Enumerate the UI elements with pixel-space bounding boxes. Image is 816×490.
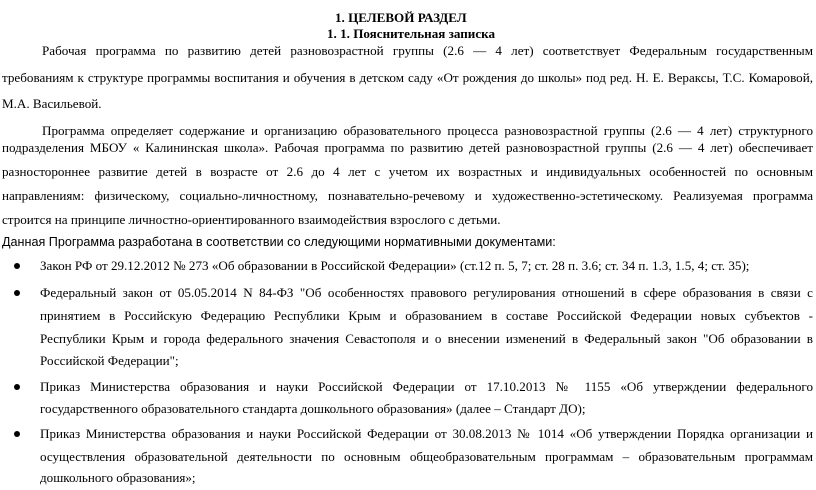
document-item-2-line-2: принятием в Российскую Федерацию Республики Крым и образованием в составе Российской Федерации новых субъектов -: [40, 308, 813, 323]
document-item-4-line-1: Приказ Министерства образования и науки Российской Федерации от 30.08.2013 № 1014 «Об утверждении Порядка организации и: [40, 426, 813, 441]
paragraph1-line-3: М.А. Васильевой.: [2, 96, 102, 111]
paragraph2-line-1: Программа определяет содержание и организацию образовательного процесса разновозрастной группы (2.6 — 4 лет) структурного: [42, 123, 813, 138]
paragraph2-line-4: направлениям: физическому, социально-личностному, познавательно-речевому и художественно-эстетическому. Реализуемая программа: [2, 188, 813, 203]
document-item-4-line-3: дошкольного образования»;: [40, 470, 196, 485]
bullet-icon: [14, 431, 20, 437]
paragraph2-line-5: строится на принципе личностно-ориентированного взаимодействия взрослого с детьми.: [2, 212, 501, 227]
document-item-3-line-2: государственного образовательного стандарта дошкольного образования» (далее – Стандарт ДО);: [40, 401, 586, 416]
paragraph1-line-1: Рабочая программа по развитию детей разновозрастной группы (2.6 — 4 лет) соответствует Федеральным государственным: [42, 43, 813, 58]
bullet-icon: [14, 290, 20, 296]
document-item-3-line-1: Приказ Министерства образования и науки Российской Федерации от 17.10.2013 № 1155 «Об утверждении федерального: [40, 379, 813, 394]
subsection-heading: 1. 1. Пояснительная записка: [327, 26, 496, 41]
bullet-icon: [14, 263, 20, 269]
document-item-2-line-1: Федеральный закон от 05.05.2014 N 84-ФЗ "Об особенностях правового регулирования отношений в сфере образования в связи с: [40, 285, 813, 300]
section-heading: 1. ЦЕЛЕВОЙ РАЗДЕЛ: [335, 10, 467, 25]
document-item-2-line-4: Российской Федерации";: [40, 353, 179, 368]
documents-intro: Данная Программа разработана в соответствии со следующими нормативными документами:: [2, 235, 556, 249]
document-item-2-line-3: Республики Крым и города федерального значения Севастополя и о внесении изменений в Федеральный закон "Об образовании в: [40, 331, 813, 346]
bullet-icon: [14, 384, 20, 390]
paragraph2-line-3: разностороннее развитие детей в возрасте от 2.6 до 4 лет с учетом их возрастных и индивидуальных особенностей по основным: [2, 164, 813, 179]
document-item-1-line-1: Закон РФ от 29.12.2012 № 273 «Об образовании в Российской Федерации» (ст.12 п. 5, 7; ст. 28 п. 3.6; ст. 34 п. 1.3, 1.5, 4; ст. 35);: [40, 258, 750, 273]
paragraph2-line-2: подразделения МБОУ « Калининская школа». Рабочая программа по развитию детей разновозрастной группы (2.6 — 4 лет) обеспечивает: [2, 140, 813, 155]
paragraph1-line-2: требованиям к структуре программы воспитания и обучения в детском саду «От рождения до школы» под ред. Н. Е. Вераксы, Т.С. Комаровой,: [2, 70, 813, 85]
document-item-4-line-2: осуществления образовательной деятельности по основным общеобразовательным программам – образовательным программам: [40, 449, 813, 464]
